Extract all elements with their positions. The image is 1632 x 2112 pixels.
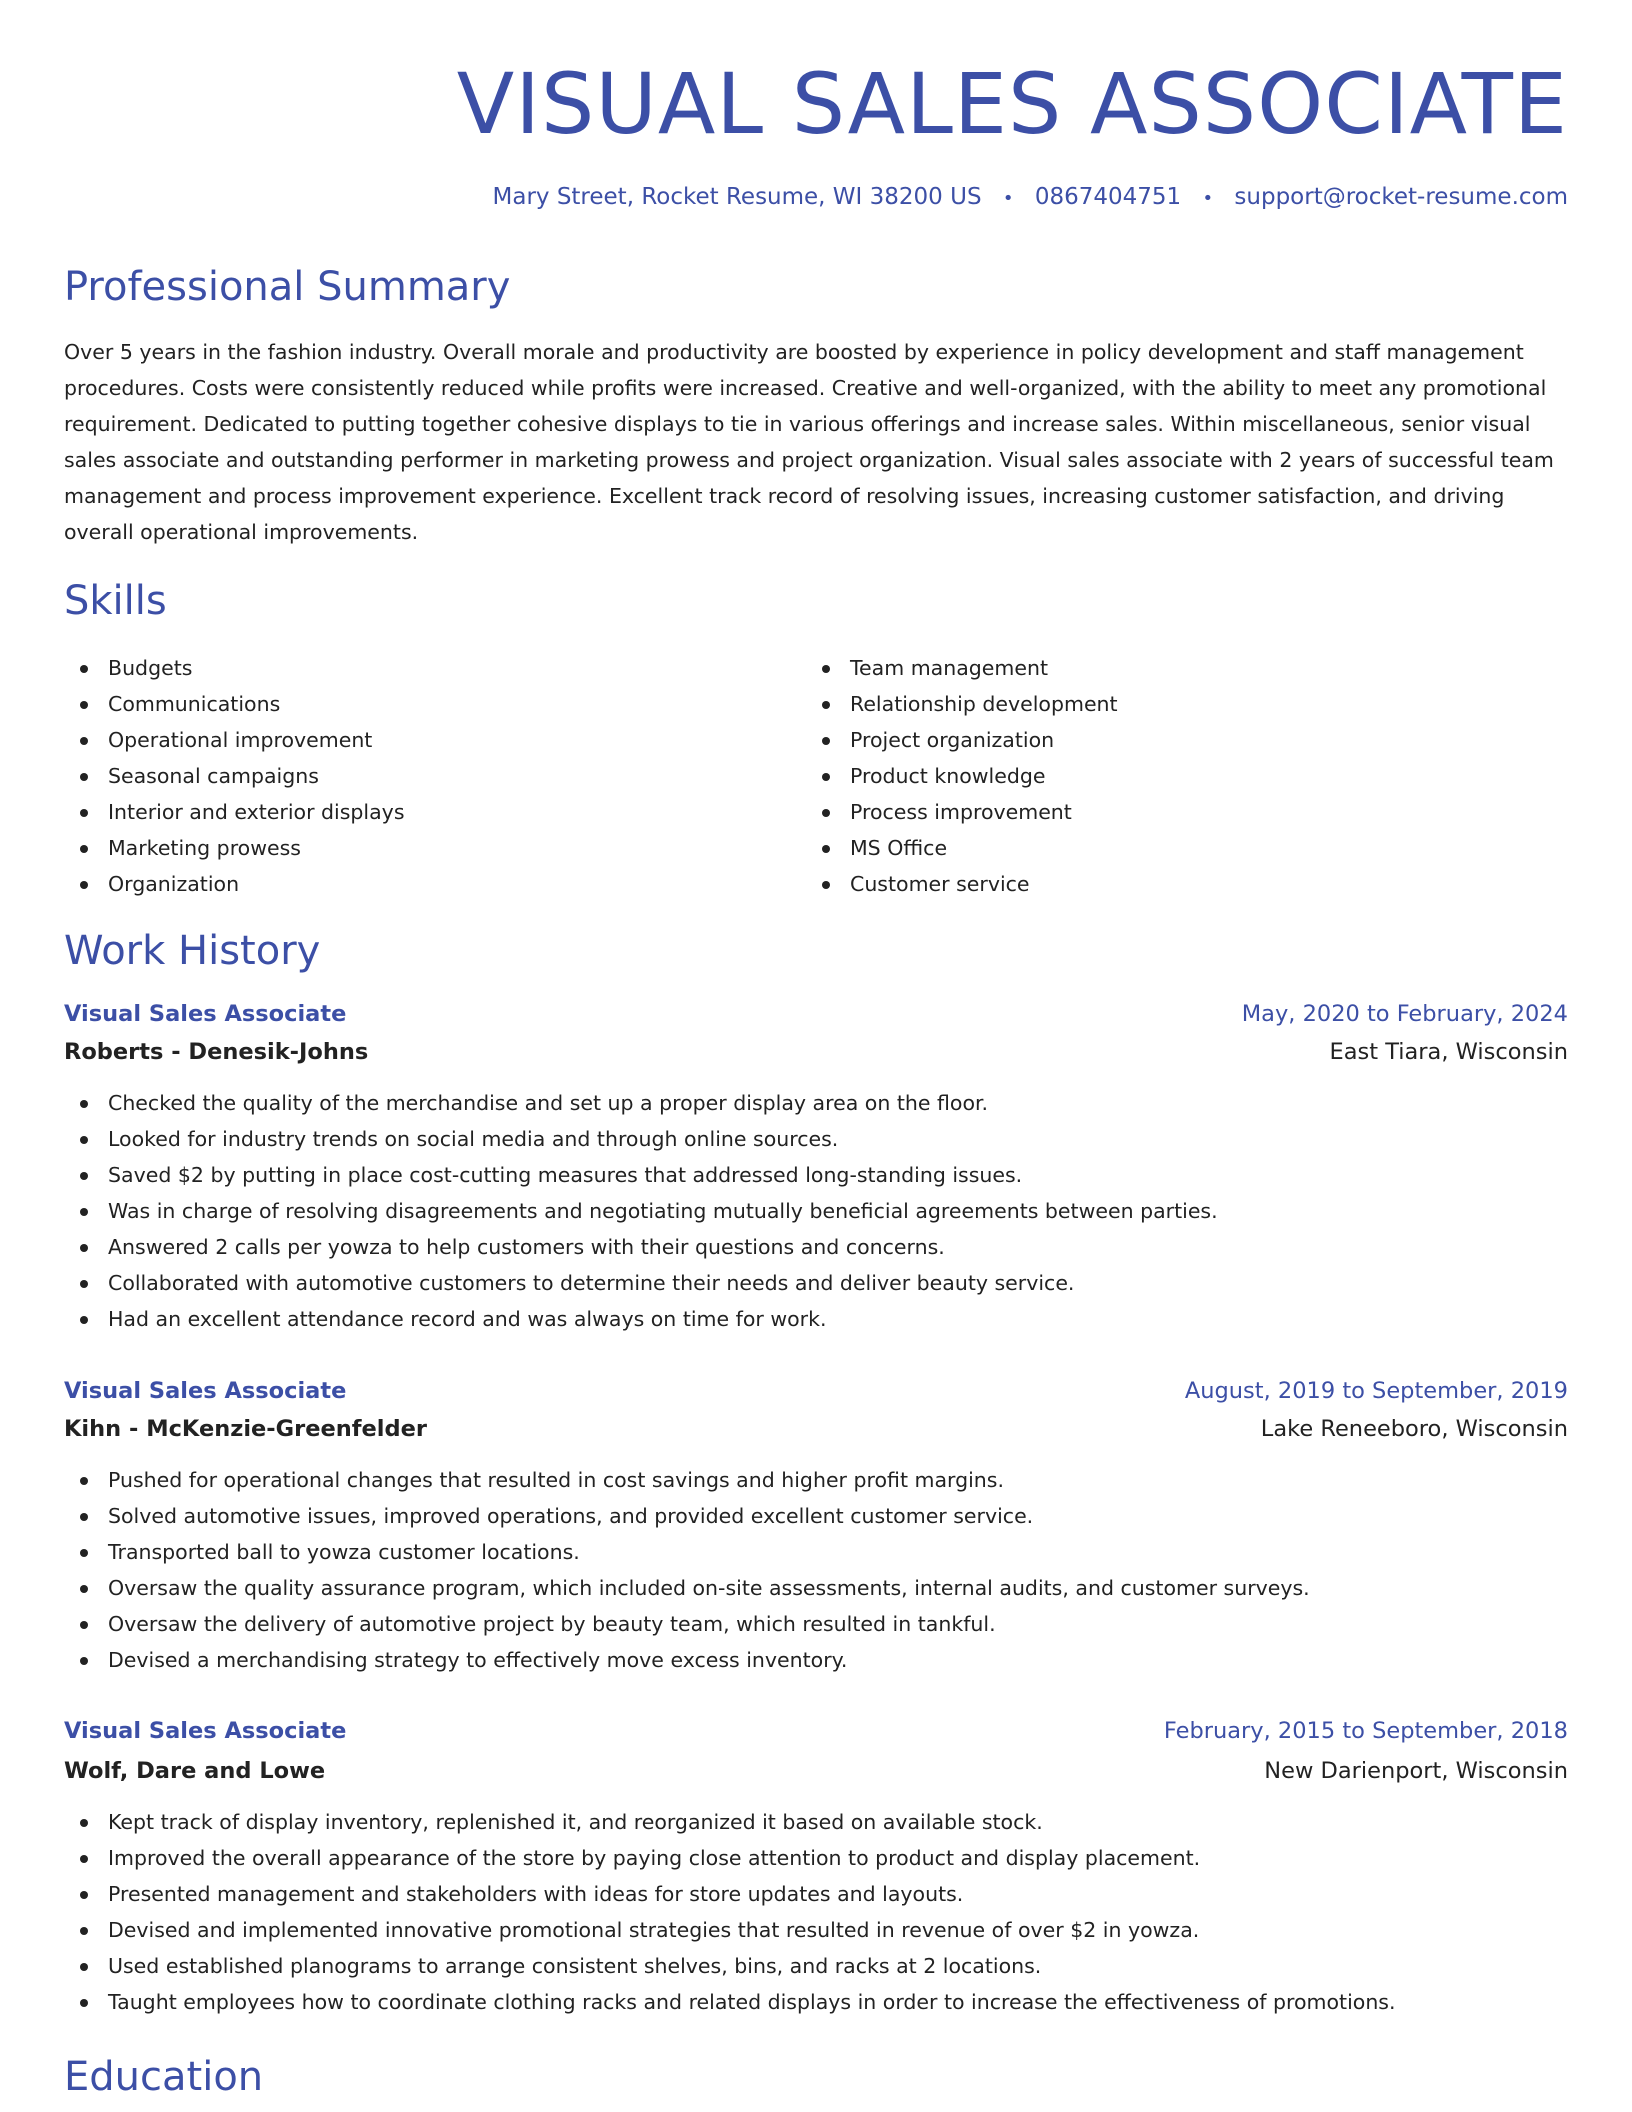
job-title-row (64, 1712, 1568, 1750)
job-bullet: Used established planograms to arrange consistent shelves, bins, and racks at 2 locations. (64, 1948, 1568, 1984)
skill-item: Budgets (64, 650, 764, 686)
job-location: Lake Reneeboro, Wisconsin (1260, 1416, 1568, 1442)
job-title: Visual Sales Associate (64, 1378, 347, 1404)
skill-item: Product knowledge (806, 758, 1506, 794)
contact-separator: • (1002, 188, 1014, 209)
job-bullet: Taught employees how to coordinate clothing racks and related displays in order to increase the effectiveness of promotions. (64, 1984, 1568, 2020)
job-bullet: Devised a merchandising strategy to effectively move excess inventory. (64, 1642, 1568, 1678)
section-heading-work-history: Work History (64, 928, 321, 974)
job-bullet: Presented management and stakeholders with ideas for store updates and layouts. (64, 1876, 1568, 1912)
job-company-row (64, 1410, 1568, 1448)
job-bullet: Oversaw the delivery of automotive project by beauty team, which resulted in tankful. (64, 1606, 1568, 1642)
skill-item: Team management (806, 650, 1506, 686)
contact-separator: • (1202, 188, 1214, 209)
skill-item: Communications (64, 686, 764, 722)
job-bullet: Pushed for operational changes that resulted in cost savings and higher profit margins. (64, 1462, 1568, 1498)
skills-list-left (64, 650, 764, 902)
job-bullets (64, 1462, 1568, 1678)
job-bullet: Transported ball to yowza customer locations. (64, 1534, 1568, 1570)
section-heading-skills: Skills (64, 578, 167, 624)
job-dates: February, 2015 to September, 2018 (1163, 1718, 1568, 1744)
job-company-row (64, 1752, 1568, 1790)
job-location: New Darienport, Wisconsin (1264, 1758, 1568, 1784)
job-bullets (64, 1804, 1568, 2020)
section-heading-education: Education (64, 2054, 264, 2100)
skill-item: Organization (64, 866, 764, 902)
job-bullet: Was in charge of resolving disagreements and negotiating mutually beneficial agreements between parties. (64, 1193, 1568, 1229)
job-title-row (64, 995, 1568, 1033)
summary-text: Over 5 years in the fashion industry. Overall morale and productivity are boosted by experience in policy development and staff management procedures. Costs were consistently reduced while profits were increased. Creative and well-organized, with the ability to meet any promotional requirement. Dedicated to putting together cohesive displays to tie in various offerings and increase sales. Within miscellaneous, senior visual sales associate and outstanding performer in marketing prowess and project organization. Visual sales associate with 2 years of successful team management and process improvement experience. Excellent track record of resolving issues, increasing customer satisfaction, and driving overall operational improvements. (64, 340, 1554, 544)
section-heading-summary: Professional Summary (64, 264, 511, 310)
job-bullet: Saved $2 by putting in place cost-cutting measures that addressed long-standing issues. (64, 1157, 1568, 1193)
skill-item: MS Office (806, 830, 1506, 866)
contact-phone: 0867404751 (1034, 184, 1182, 210)
skill-item: Customer service (806, 866, 1506, 902)
job-bullet: Devised and implemented innovative promotional strategies that resulted in revenue of over $2 in yowza. (64, 1912, 1568, 1948)
job-title-row (64, 1372, 1568, 1410)
job-company: Wolf, Dare and Lowe (64, 1758, 326, 1784)
job-entry (64, 1712, 1568, 2020)
job-entry (64, 995, 1568, 1337)
skill-item: Operational improvement (64, 722, 764, 758)
job-title: Visual Sales Associate (64, 1718, 347, 1744)
job-bullet: Answered 2 calls per yowza to help customers with their questions and concerns. (64, 1229, 1568, 1265)
job-bullet: Looked for industry trends on social media and through online sources. (64, 1121, 1568, 1157)
job-bullet: Kept track of display inventory, replenished it, and reorganized it based on available stock. (64, 1804, 1568, 1840)
skill-item: Marketing prowess (64, 830, 764, 866)
job-bullet: Solved automotive issues, improved operations, and provided excellent customer service. (64, 1498, 1568, 1534)
job-title: Visual Sales Associate (64, 1001, 347, 1027)
contact-line (493, 180, 1569, 216)
job-entry (64, 1372, 1568, 1678)
contact-email[interactable]: support@rocket-resume.com (1234, 184, 1568, 210)
job-bullet: Collaborated with automotive customers to determine their needs and deliver beauty service. (64, 1265, 1568, 1301)
skill-item: Project organization (806, 722, 1506, 758)
job-dates: August, 2019 to September, 2019 (1184, 1378, 1568, 1404)
job-bullet: Oversaw the quality assurance program, which included on-site assessments, internal audits, and customer surveys. (64, 1570, 1568, 1606)
skill-item: Interior and exterior displays (64, 794, 764, 830)
skill-item: Process improvement (806, 794, 1506, 830)
skill-item: Relationship development (806, 686, 1506, 722)
job-location: East Tiara, Wisconsin (1329, 1039, 1568, 1065)
job-bullet: Improved the overall appearance of the store by paying close attention to product and display placement. (64, 1840, 1568, 1876)
job-bullets (64, 1085, 1568, 1337)
skills-list-right (806, 650, 1506, 902)
job-bullet: Checked the quality of the merchandise and set up a proper display area on the floor. (64, 1085, 1568, 1121)
skill-item: Seasonal campaigns (64, 758, 764, 794)
job-company: Roberts - Denesik-Johns (64, 1039, 369, 1065)
job-company-row (64, 1033, 1568, 1071)
job-bullet: Had an excellent attendance record and was always on time for work. (64, 1301, 1568, 1337)
job-dates: May, 2020 to February, 2024 (1241, 1001, 1568, 1027)
contact-address: Mary Street, Rocket Resume, WI 38200 US (492, 184, 982, 210)
resume-title: VISUAL SALES ASSOCIATE (456, 55, 1568, 153)
job-company: Kihn - McKenzie-Greenfelder (64, 1416, 427, 1442)
